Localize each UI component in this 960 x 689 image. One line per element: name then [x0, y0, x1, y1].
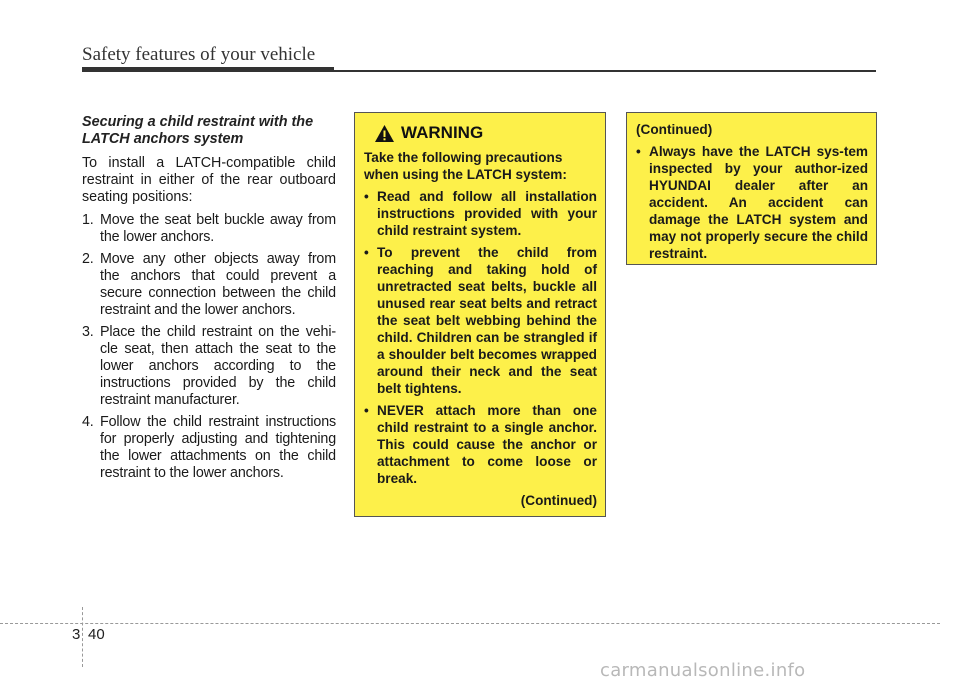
- intro-paragraph: To install a LATCH-compatible child restraint in either of the rear outboard seating positions:: [82, 155, 336, 205]
- bullet-dot: •: [636, 144, 641, 159]
- step-number: 2.: [82, 251, 94, 267]
- bullet-text: Always have the LATCH sys-tem inspected by your author-ized HYUNDAI dealer after an accident. An accident can damage the LATCH system and may not properly secure the child restraint.: [649, 144, 868, 261]
- left-column: [82, 114, 336, 487]
- watermark: carmanualsonline.info: [600, 660, 806, 681]
- warning-title: WARNING: [401, 123, 484, 142]
- list-item: [82, 324, 336, 409]
- list-item: [82, 414, 336, 482]
- steps-list: [82, 212, 336, 482]
- step-number: 3.: [82, 324, 94, 340]
- continuation-bullets: [636, 143, 868, 262]
- warning-box: [354, 112, 606, 517]
- list-item: [364, 244, 597, 397]
- list-item: [364, 402, 597, 487]
- step-text: Move any other objects away from the anchors that could prevent a secure connection between the child restraint and the lower anchors.: [100, 251, 336, 318]
- continuation-box: [626, 112, 877, 265]
- warning-bullets: [364, 188, 597, 487]
- header-rule-thick: [82, 67, 334, 72]
- step-text: Move the seat belt buckle away from the lower anchors.: [100, 212, 336, 245]
- continued-heading: (Continued): [636, 122, 713, 137]
- footer-divider: [0, 623, 940, 624]
- warning-triangle-icon: [374, 124, 395, 143]
- bullet-dot: •: [364, 189, 369, 204]
- page-header-title: Safety features of your vehicle: [82, 44, 316, 65]
- section-subheading: Securing a child restraint with the LATCH anchors system: [82, 114, 314, 147]
- step-text: Follow the child restraint instructions for properly adjusting and tightening the lower attachments on the child restraint to the lower anchors.: [100, 414, 336, 481]
- warning-intro: Take the following precautions when using the LATCH system:: [364, 150, 567, 182]
- page-number: 40: [88, 626, 105, 643]
- step-text: Place the child restraint on the vehi-cle seat, then attach the seat to the lower anchors according to the instructions provided by the child restraint manufacturer.: [100, 324, 336, 408]
- bullet-dot: •: [364, 245, 369, 260]
- header-rule-thin: [334, 70, 876, 72]
- bullet-text: To prevent the child from reaching and taking hold of unretracted seat belts, buckle all unused rear seat belts and retract the seat belt webbing behind the child. Children can be strangled if a shoulder belt becomes wrapped around their neck and the seat belt tightens.: [377, 245, 597, 396]
- list-item: [82, 212, 336, 246]
- warning-header: [374, 123, 597, 143]
- step-number: 1.: [82, 212, 94, 228]
- bullet-text: Read and follow all installation instructions provided with your child restraint system.: [377, 189, 597, 238]
- step-number: 4.: [82, 414, 94, 430]
- list-item: [364, 188, 597, 239]
- bullet-dot: •: [364, 403, 369, 418]
- bullet-text: NEVER attach more than one child restraint to a single anchor. This could cause the anchor or attachment to come loose or break.: [377, 403, 597, 486]
- continued-label: (Continued): [520, 493, 597, 508]
- list-item: [636, 143, 868, 262]
- footer-vertical-divider: [82, 607, 83, 667]
- chapter-number: 3: [72, 626, 81, 643]
- list-item: [82, 251, 336, 319]
